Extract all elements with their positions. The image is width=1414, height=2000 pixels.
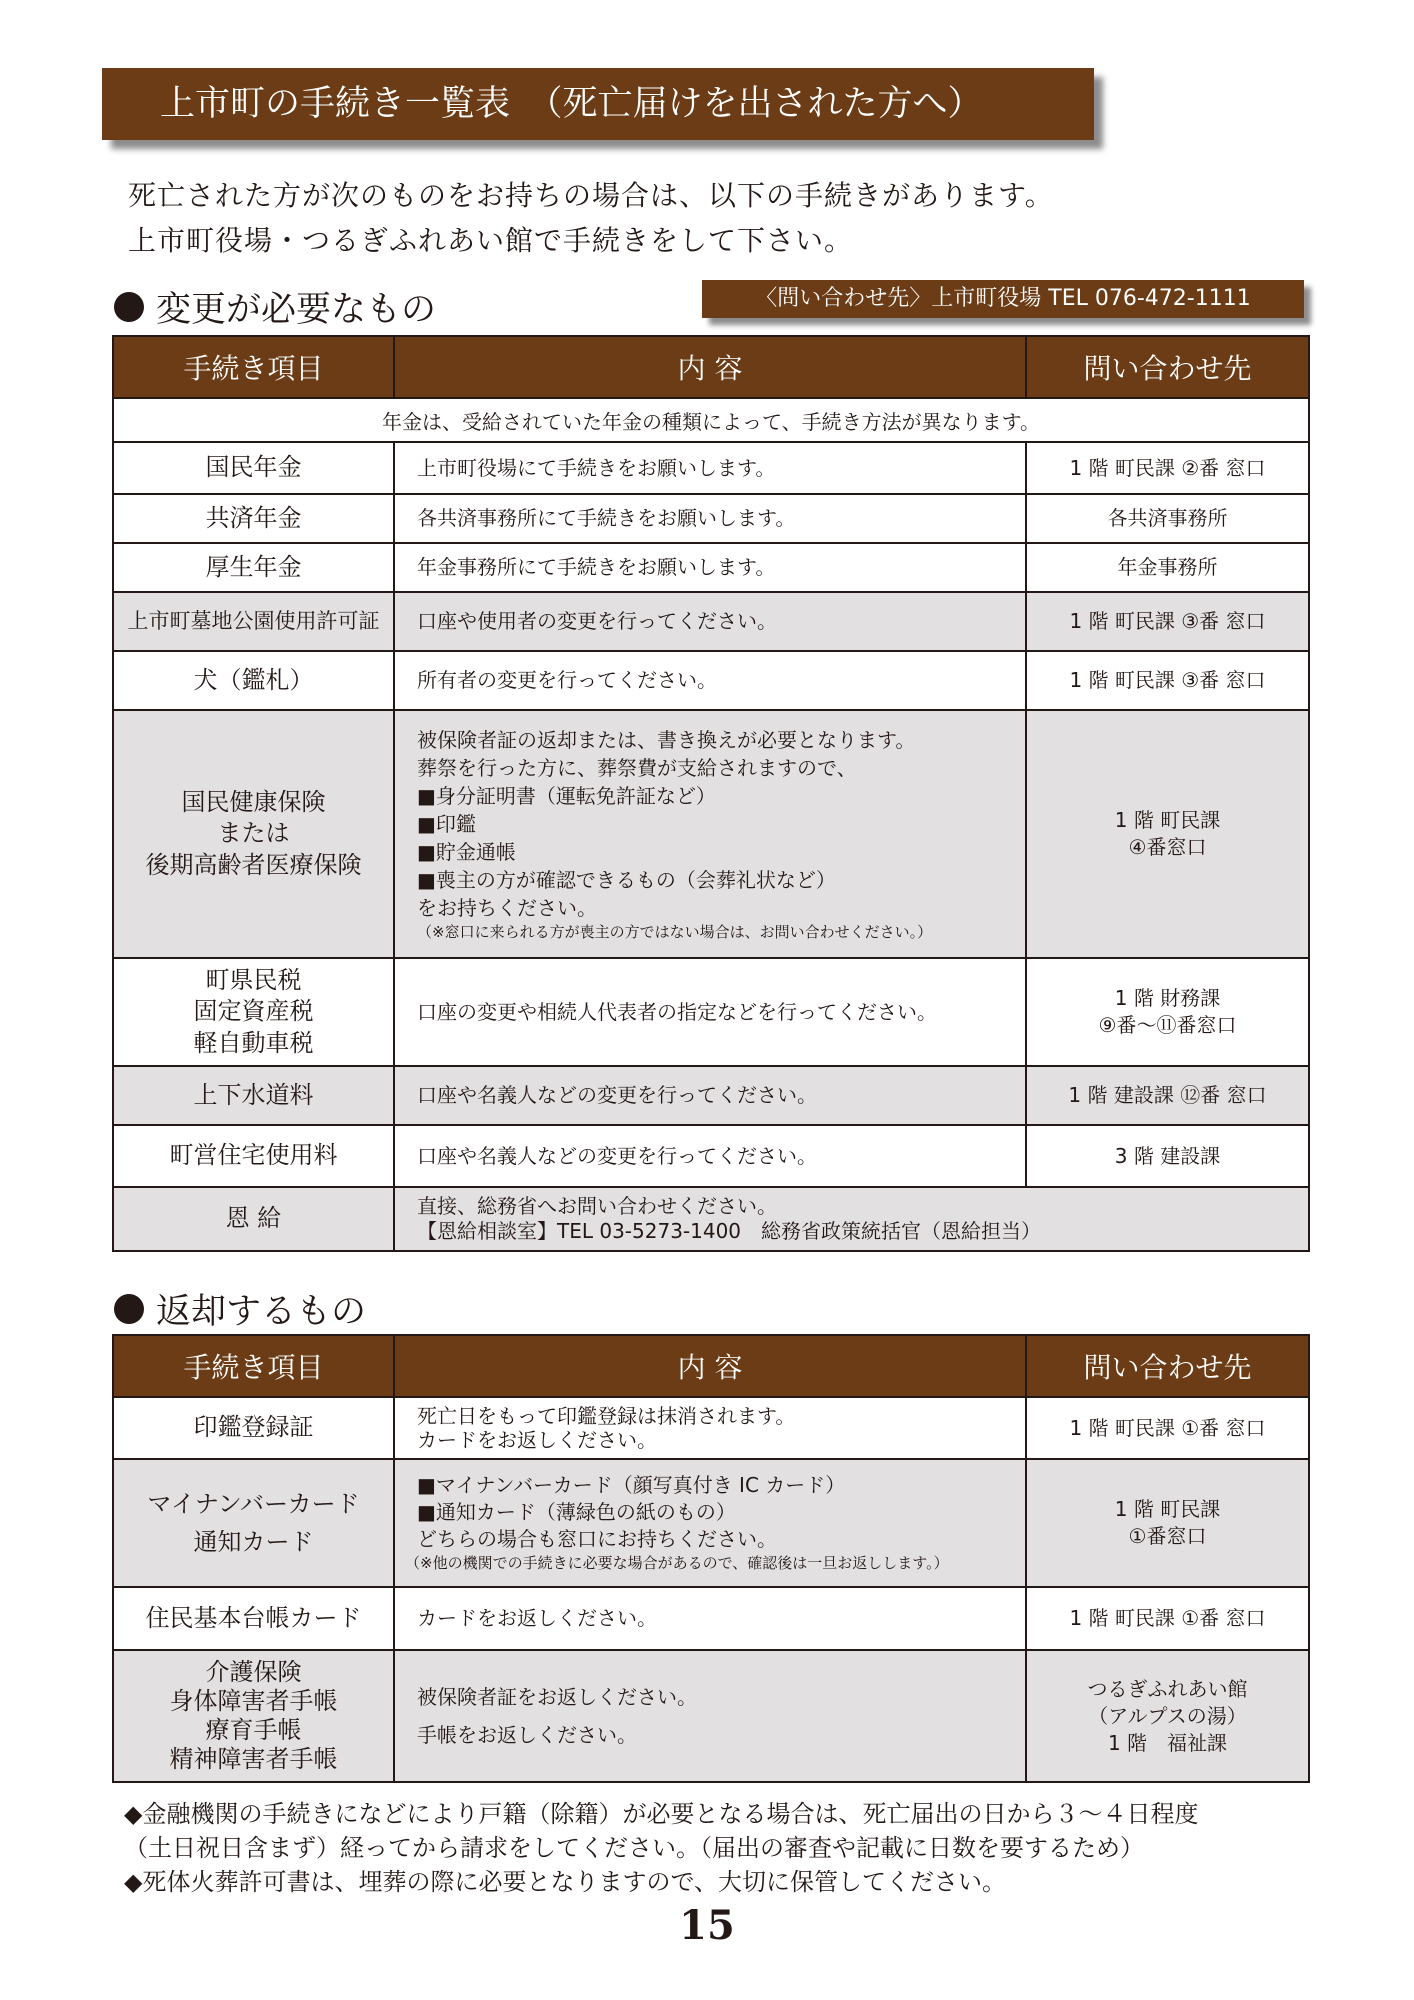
footer-note-2: （土日祝日含まず）経ってから請求をしてください。（届出の審査や記載に日数を要するため） [124, 1834, 1144, 1862]
content-cell: 口座や名義人などの変更を行ってください。 [394, 1066, 1026, 1125]
contact-cell: 1 階 町民課 ①番 窓口 [1026, 1397, 1309, 1459]
content-cell: 年金事務所にて手続きをお願いします。 [394, 543, 1026, 592]
content-cell: カードをお返しください。 [394, 1587, 1026, 1650]
content-cell: 直接、総務省へお問い合わせください。 【恩給相談室】TEL 03-5273-1400 総務省政策統括官（恩給担当） [394, 1187, 1309, 1251]
content-cell: 所有者の変更を行ってください。 [394, 651, 1026, 710]
content-cell: 被保険者証の返却または、書き換えが必要となります。 葬祭を行った方に、葬祭費が支給されますので、 ■身分証明書（運転免許証など） ■印鑑 ■貯金通帳 ■喪主の方が確認できるもの（会葬礼状など） をお持ちください。 （※窓口に来られる方が喪主の方ではない場合は、お問い合わせください。） [394, 710, 1026, 958]
section-heading-change [114, 282, 436, 332]
column-header-contact: 問い合わせ先 [1026, 1335, 1309, 1397]
table-row [113, 592, 1309, 651]
table-row [113, 958, 1309, 1066]
page-number: 15 [679, 1902, 735, 1949]
table-row [113, 651, 1309, 710]
column-header-content: 内 容 [394, 336, 1026, 398]
intro-line-1: 死亡された方が次のものをお持ちの場合は、以下の手続きがあります。 [128, 179, 1054, 212]
change-table [112, 335, 1310, 1252]
contact-cell: 各共済事務所 [1026, 494, 1309, 543]
column-header-contact: 問い合わせ先 [1026, 336, 1309, 398]
item-cell: 国民年金 [113, 442, 394, 494]
item-cell: 印鑑登録証 [113, 1397, 394, 1459]
table-row [113, 1650, 1309, 1782]
contact-cell: 1 階 町民課 ①番窓口 [1026, 1459, 1309, 1587]
column-header-item: 手続き項目 [113, 336, 394, 398]
footer-note-1: ◆金融機関の手続きになどにより戸籍（除籍）が必要となる場合は、死亡届出の日から３～４日程度 [124, 1800, 1199, 1828]
item-cell: 恩 給 [113, 1187, 394, 1251]
content-cell: 上市町役場にて手続きをお願いします。 [394, 442, 1026, 494]
contact-cell: 1 階 町民課 ③番 窓口 [1026, 651, 1309, 710]
table-row [113, 1066, 1309, 1125]
footer-note-3: ◆死体火葬許可書は、埋葬の際に必要となりますので、大切に保管してください。 [124, 1868, 1006, 1896]
table-row [113, 1187, 1309, 1251]
section-heading-text: 変更が必要なもの [156, 290, 437, 330]
pension-note: 年金は、受給されていた年金の種類によって、手続き方法が異なります。 [113, 398, 1309, 442]
column-header-content: 内 容 [394, 1335, 1026, 1397]
contact-cell: 1 階 財務課 ⑨番～⑪番窓口 [1026, 958, 1309, 1066]
page-title: 上市町の手続き一覧表 （死亡届けを出された方へ） [102, 68, 1094, 140]
item-cell: 住民基本台帳カード [113, 1587, 394, 1650]
contact-cell: つるぎふれあい館 （アルプスの湯） 1 階 福祉課 [1026, 1650, 1309, 1782]
bullet-circle-icon [114, 1294, 144, 1324]
table-row [113, 1125, 1309, 1187]
item-cell: 上市町墓地公園使用許可証 [113, 592, 394, 651]
table-row [113, 543, 1309, 592]
table-row [113, 710, 1309, 958]
section-heading-text: 返却するもの [156, 1292, 367, 1332]
contact-cell: 年金事務所 [1026, 543, 1309, 592]
contact-cell: 1 階 町民課 ③番 窓口 [1026, 592, 1309, 651]
item-cell: 国民健康保険 または 後期高齢者医療保険 [113, 710, 394, 958]
table-row [113, 1397, 1309, 1459]
item-cell: 犬（鑑札） [113, 651, 394, 710]
table-row [113, 1459, 1309, 1587]
content-cell: 口座や使用者の変更を行ってください。 [394, 592, 1026, 651]
item-cell: 町営住宅使用料 [113, 1125, 394, 1187]
item-cell: 共済年金 [113, 494, 394, 543]
content-cell: 被保険者証をお返しください。 手帳をお返しください。 [394, 1650, 1026, 1782]
return-table [112, 1334, 1310, 1783]
item-cell: 介護保険 身体障害者手帳 療育手帳 精神障害者手帳 [113, 1650, 394, 1782]
contact-note: 〈問い合わせ先〉上市町役場 TEL 076-472-1111 [702, 280, 1304, 318]
contact-cell: 3 階 建設課 [1026, 1125, 1309, 1187]
section-heading-return [114, 1284, 366, 1334]
contact-cell: 1 階 建設課 ⑫番 窓口 [1026, 1066, 1309, 1125]
table-row [113, 1587, 1309, 1650]
contact-cell: 1 階 町民課 ①番 窓口 [1026, 1587, 1309, 1650]
item-cell: 厚生年金 [113, 543, 394, 592]
intro-line-2: 上市町役場・つるぎふれあい館で手続きをして下さい。 [128, 224, 854, 257]
bullet-circle-icon [114, 292, 144, 322]
content-cell: 口座や名義人などの変更を行ってください。 [394, 1125, 1026, 1187]
content-cell: 死亡日をもって印鑑登録は抹消されます。 カードをお返しください。 [394, 1397, 1026, 1459]
content-cell: ■マイナンバーカード（顔写真付き IC カード） ■通知カード（薄緑色の紙のもの） どちらの場合も窓口にお持ちください。 （※他の機関での手続きに必要な場合があるので、確認後は一旦お返しします。） [394, 1459, 1026, 1587]
table-row [113, 442, 1309, 494]
contact-cell: 1 階 町民課 ④番窓口 [1026, 710, 1309, 958]
table-row [113, 494, 1309, 543]
item-cell: 上下水道料 [113, 1066, 394, 1125]
item-cell: マイナンバーカード 通知カード [113, 1459, 394, 1587]
contact-cell: 1 階 町民課 ②番 窓口 [1026, 442, 1309, 494]
content-cell: 各共済事務所にて手続きをお願いします。 [394, 494, 1026, 543]
item-cell: 町県民税 固定資産税 軽自動車税 [113, 958, 394, 1066]
content-cell: 口座の変更や相続人代表者の指定などを行ってください。 [394, 958, 1026, 1066]
column-header-item: 手続き項目 [113, 1335, 394, 1397]
